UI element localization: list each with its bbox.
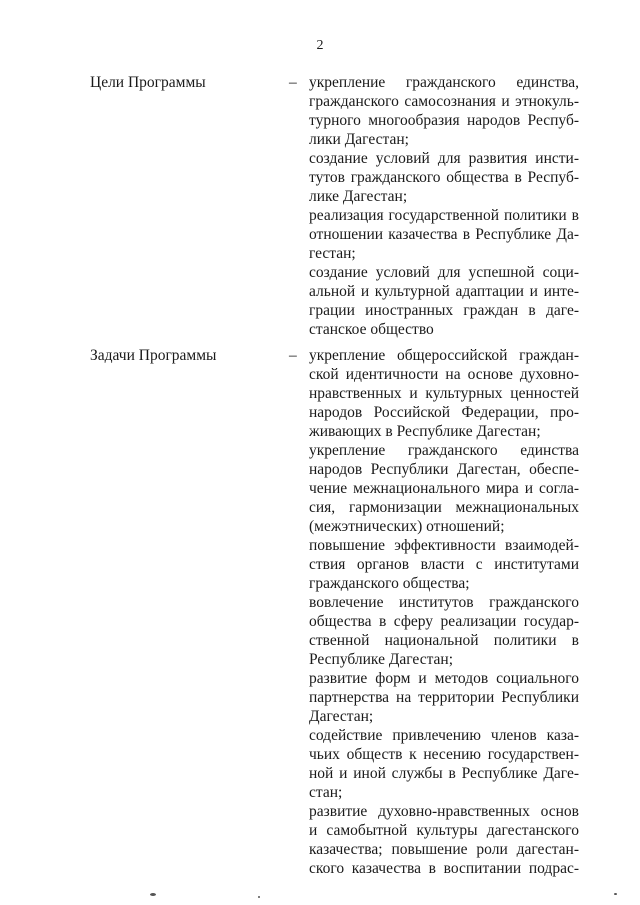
text-line: ского казачества в воспитании подрас- (309, 860, 579, 877)
text-line: станское общество (309, 321, 434, 338)
scan-speck (614, 893, 617, 895)
text-line: ствия органов власти с институтами (309, 556, 579, 573)
scan-speck (258, 896, 260, 898)
text-line: чение межнационального мира и согла- (309, 480, 579, 497)
section-goals-content (309, 73, 579, 339)
section-tasks-label: Задачи Программы (90, 347, 217, 364)
text-line: гражданского общества; (309, 575, 470, 592)
text-line: развитие духовно-нравственных основ (309, 803, 579, 820)
text-line: турного многообразия народов Респуб- (309, 112, 579, 129)
text-line: народов Российской Федерации, про- (309, 404, 579, 421)
text-line: и самобытной культуры дагестанского (309, 822, 579, 839)
text-line: вовлечение институтов гражданского (309, 594, 579, 611)
scan-speck (150, 893, 156, 896)
text-line: лики Дагестан; (309, 131, 409, 148)
text-line: повышение эффективности взаимодей- (309, 537, 579, 554)
text-line: сия, гармонизации межнациональных (309, 499, 579, 516)
text-line: отношении казачества в Республике Да- (309, 226, 579, 243)
text-line: укрепление гражданского единства, (309, 74, 579, 91)
text-line: гестан; (309, 245, 356, 262)
text-line: создание условий для развития инсти- (309, 150, 579, 167)
section-goals-label: Цели Программы (90, 74, 206, 91)
text-line: гражданского самосознания и этнокуль- (309, 93, 579, 110)
text-line: нравственных и культурных ценностей (309, 385, 579, 402)
text-line: народов Республики Дагестан, обеспе- (309, 461, 579, 478)
text-line: альной и культурной адаптации и инте- (309, 283, 579, 300)
page-number: 2 (316, 38, 324, 53)
text-line: живающих в Республике Дагестан; (309, 423, 541, 440)
text-line: реализация государственной политики в (309, 207, 579, 224)
text-line: Дагестан; (309, 708, 374, 725)
text-line: укрепление общероссийской граждан- (309, 347, 579, 364)
text-line: грации иностранных граждан в даге- (309, 302, 579, 319)
text-line: ной и иной службы в Республике Даге- (309, 765, 579, 782)
text-line: создание условий для успешной соци- (309, 264, 579, 281)
text-line: укрепление гражданского единства (309, 442, 579, 459)
text-line: казачества; повышение роли дагестан- (309, 841, 579, 858)
text-line: тутов гражданского общества в Респуб- (309, 169, 579, 186)
text-line: чьих обществ к несению государствен- (309, 746, 579, 763)
text-line: Республике Дагестан; (309, 651, 454, 668)
text-line: общества в сферу реализации государ- (309, 613, 579, 630)
text-line: ственной национальной политики в (309, 632, 579, 649)
text-line: (межэтнических) отношений; (309, 518, 505, 535)
text-line: стан; (309, 784, 343, 801)
text-line: развитие форм и методов социального (309, 670, 579, 687)
text-line: ской идентичности на основе духовно- (309, 366, 579, 383)
section-goals-dash: – (289, 74, 297, 91)
section-tasks-content (309, 346, 579, 878)
text-line: лике Дагестан; (309, 188, 408, 205)
text-line: партнерства на территории Республики (309, 689, 579, 706)
section-tasks-dash: – (289, 347, 297, 364)
text-line: содействие привлечению членов каза- (309, 727, 579, 744)
